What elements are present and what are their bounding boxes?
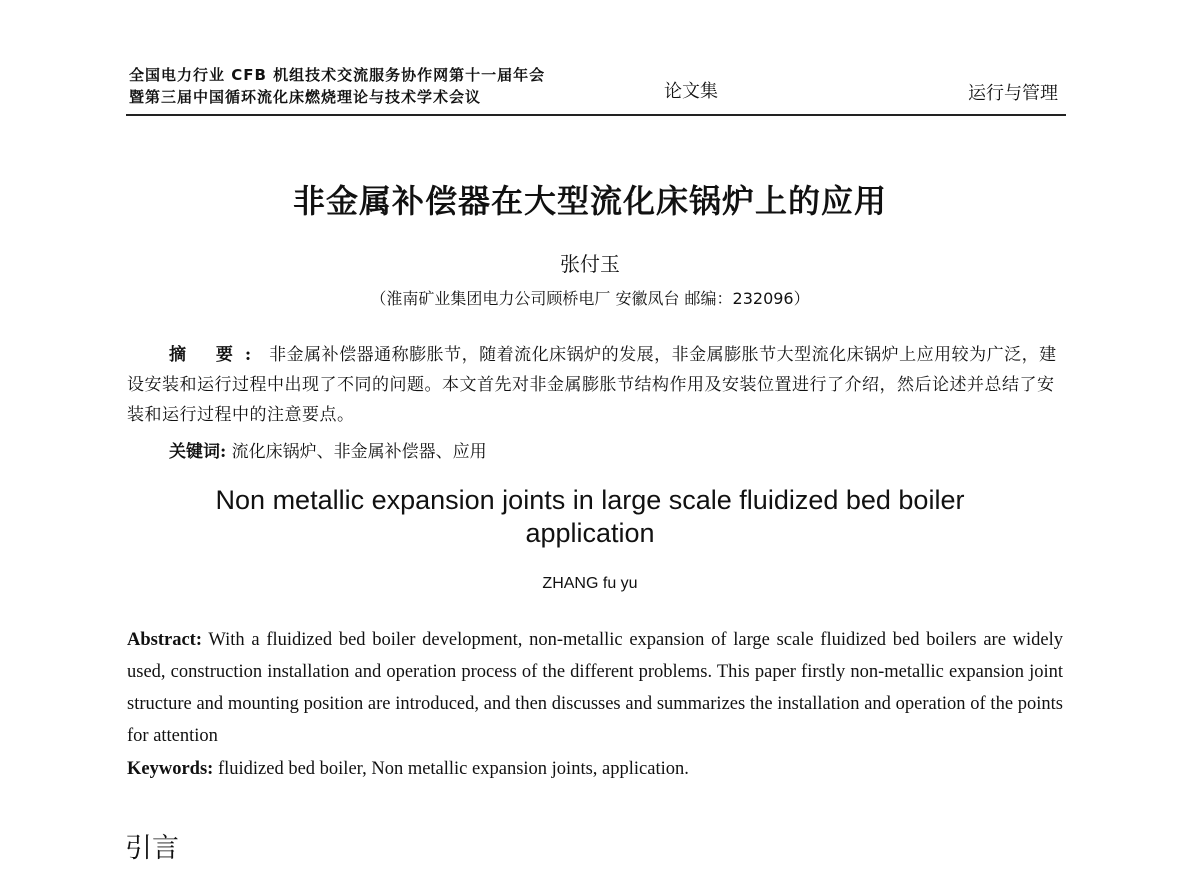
english-abstract-label: Abstract: bbox=[127, 630, 203, 650]
chinese-abstract-text: 非金属补偿器通称膨胀节，随着流化床锅炉的发展，非金属膨胀节大型流化床锅炉上应用较为广泛，建设安装和运行过程中出现了不同的问题。本文首先对非金属膨胀节结构作用及安装位置进行了介绍，然后论述并总结了安装和运行过程中的注意要点。 bbox=[127, 345, 1057, 425]
chinese-author: 张付玉 bbox=[560, 252, 620, 276]
english-keywords-label: Keywords: bbox=[127, 759, 214, 779]
conference-line-2: 暨第三届中国循环流化床燃烧理论与技术学术会议 bbox=[129, 88, 482, 106]
section-label: 运行与管理 bbox=[968, 83, 1058, 104]
running-header bbox=[126, 62, 1066, 116]
english-author: ZHANG fu yu bbox=[542, 575, 638, 592]
proceedings-label: 论文集 bbox=[664, 81, 718, 102]
conference-name bbox=[129, 64, 545, 108]
english-abstract bbox=[127, 624, 1063, 752]
english-keywords bbox=[127, 753, 1063, 785]
chinese-affiliation: （淮南矿业集团电力公司顾桥电厂 安徽凤台 邮编：232096） bbox=[370, 289, 810, 308]
english-abstract-text: With a fluidized bed boiler development, non-metallic expansion of large scale fluidized bed boilers are widely used, construction installation and operation process of the different problems. This paper firstly non-metallic expansion joint structure and mounting position are introduced, and then discusses and summarizes the installation and operation of the points for attention bbox=[127, 630, 1063, 746]
english-keywords-text: fluidized bed boiler, Non metallic expansion joints, application. bbox=[213, 759, 689, 779]
chinese-keywords-text: 流化床锅炉、非金属补偿器、应用 bbox=[226, 442, 487, 462]
conference-line-1: 全国电力行业 CFB 机组技术交流服务协作网第十一届年会 bbox=[129, 66, 546, 84]
chinese-keywords bbox=[169, 437, 487, 462]
chinese-title: 非金属补偿器在大型流化床锅炉上的应用 bbox=[292, 182, 887, 220]
chinese-abstract bbox=[127, 340, 1063, 430]
chinese-abstract-label: 摘 要: bbox=[169, 345, 264, 365]
english-title: Non metallic expansion joints in large scale fluidized bed boiler application bbox=[215, 485, 965, 548]
chinese-keywords-label: 关键词: bbox=[169, 442, 227, 462]
introduction-heading: 引言 bbox=[125, 833, 179, 864]
